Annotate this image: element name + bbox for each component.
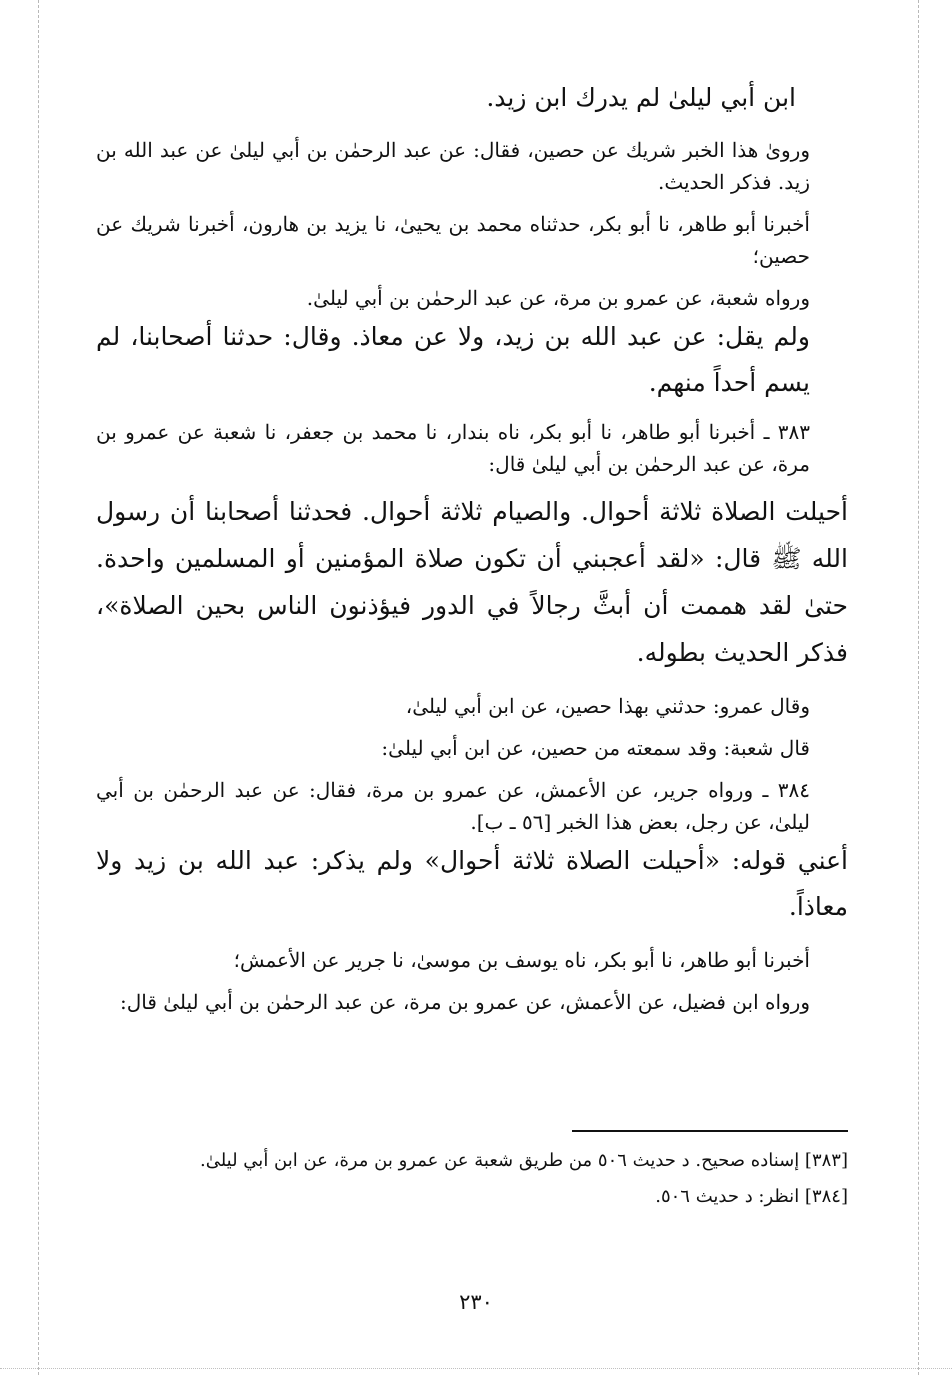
footnote-383 — [96, 1146, 848, 1176]
paragraph-amr: وقال عمرو: حدثني بهذا حصين، عن ابن أبي ليلىٰ، — [405, 694, 810, 718]
hadith-384-matn: أعني قوله: «أحيلت الصلاة ثلاثة أحوال» ولم يذكر: عبد الله بن زيد ولا معاذاً. — [96, 846, 848, 921]
footnote-384-text: [٣٨٤] انظر: د حديث ٥٠٦. — [655, 1186, 848, 1207]
scan-fold-line-left — [38, 0, 39, 1375]
footnote-rule — [572, 1130, 848, 1132]
paragraph-ibn-fudayl: ورواه ابن فضيل، عن الأعمش، عن عمرو بن مرة، عن عبد الرحمٰن بن أبي ليلىٰ قال: — [119, 990, 810, 1014]
hadith-383-isnad: ٣٨٣ ـ أخبرنا أبو طاهر، نا أبو بكر، ناه بندار، نا محمد بن جعفر، نا شعبة عن عمرو بن مرة، عن عبد الرحمٰن بن أبي ليلىٰ قال: — [96, 420, 810, 476]
paragraph-3: أخبرنا أبو طاهر، نا أبو بكر، حدثناه محمد بن يحيىٰ، نا يزيد بن هارون، أخبرنا شريك عن حصين؛ — [96, 212, 810, 268]
page-number: ٢٣٠ — [459, 1290, 493, 1314]
paragraph-abu-tahir: أخبرنا أبو طاهر، نا أبو بكر، ناه يوسف بن موسىٰ، نا جرير عن الأعمش؛ — [233, 948, 810, 972]
page-body — [96, 70, 848, 1018]
footnote-384 — [96, 1182, 848, 1212]
paragraph-1: ابن أبي ليلىٰ لم يدرك ابن زيد. — [486, 83, 796, 112]
paragraph-4: ورواه شعبة، عن عمرو بن مرة، عن عبد الرحمٰن بن أبي ليلىٰ. — [306, 286, 810, 310]
hadith-384-isnad: ٣٨٤ ـ ورواه جرير، عن الأعمش، عن عمرو بن مرة، فقال: عن عبد الرحمٰن بن أبي ليلىٰ، عن رجل، بعض هذا الخبر [٥٦ ـ ب]. — [96, 778, 810, 834]
footnotes — [96, 1146, 848, 1212]
footnote-383-text: [٣٨٣] إسناده صحيح. د حديث ٥٠٦ من طريق شعبة عن عمرو بن مرة، عن ابن أبي ليلىٰ. — [199, 1150, 848, 1171]
scan-fold-line-right — [918, 0, 919, 1375]
paragraph-2: ورویٰ هذا الخبر شريك عن حصين، فقال: عن عبد الرحمٰن بن أبي ليلىٰ عن عبد الله بن زيد. فذكر الحديث. — [96, 138, 810, 194]
scan-bottom-edge — [0, 1368, 952, 1371]
paragraph-5: ولم يقل: عن عبد الله بن زيد، ولا عن معاذ. وقال: حدثنا أصحابنا، لم يسم أحداً منهم. — [96, 322, 810, 397]
paragraph-shuba: قال شعبة: وقد سمعته من حصين، عن ابن أبي ليلىٰ: — [381, 736, 810, 760]
hadith-383-matn: أحيلت الصلاة ثلاثة أحوال. والصيام ثلاثة أحوال. فحدثنا أصحابنا أن رسول الله ﷺ قال: «لقد أعجبني أن تكون صلاة المؤمنين أو المسلمين واحدة. حتىٰ لقد هممت أن أبثَّ رجالاً في الدور فيؤذنون الناس بحين الصلاة»، فذكر الحديث بطوله. — [96, 497, 848, 667]
